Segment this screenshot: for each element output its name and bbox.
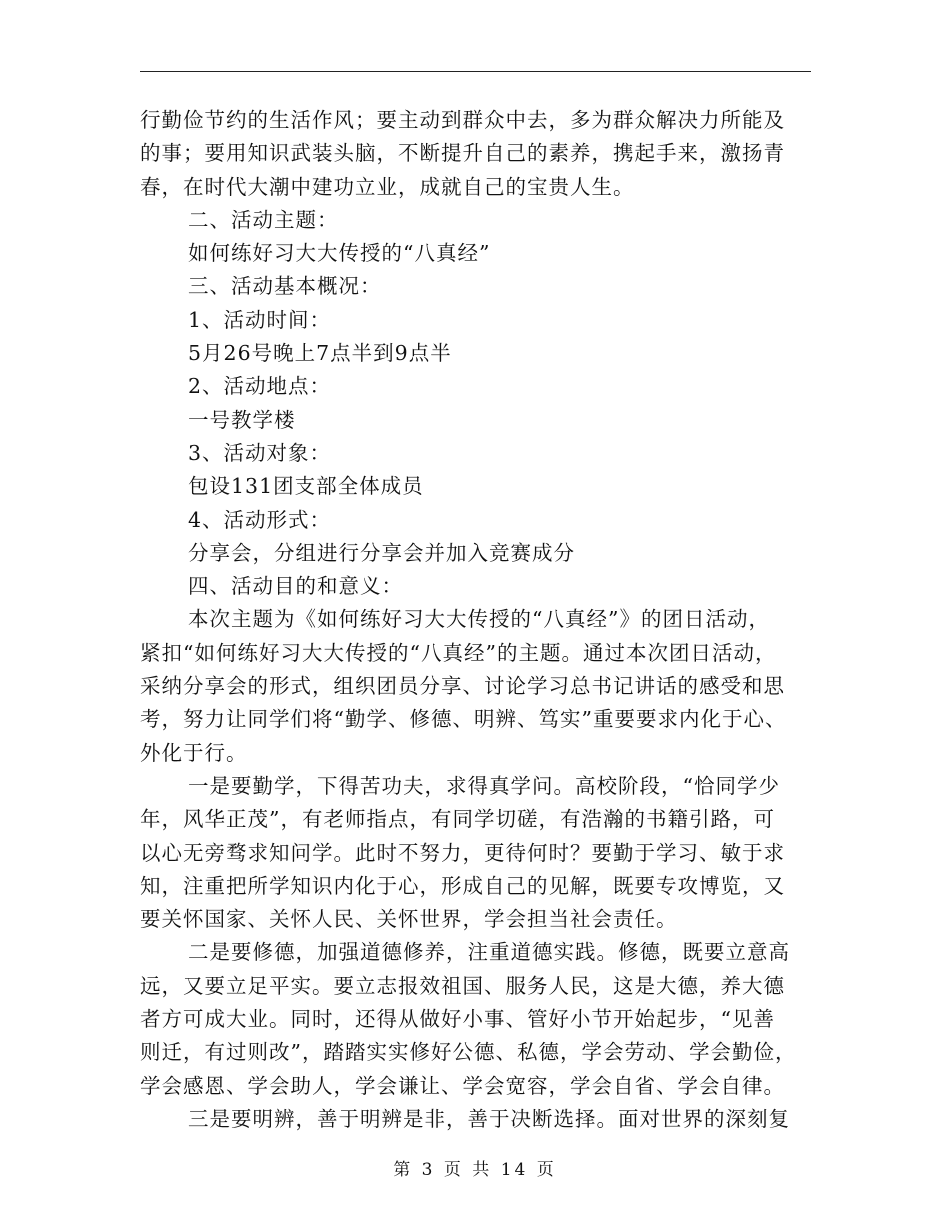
text-line: 则迁，有过则改”，踏踏实实修好公德、私德，学会劳动、学会勤俭， [140, 1040, 797, 1065]
text-line: 远，又要立足平实。要立志报效祖国、服务人民，这是大德，养大德 [140, 973, 785, 998]
text-line: 本次主题为《如何练好习大大传授的“八真经”》的团日活动， [188, 607, 770, 632]
text-line: 考，努力让同学们将“勤学、修德、明辨、笃实”重要要求内化于心、 [140, 707, 787, 732]
text-line: 3、活动对象： [188, 440, 332, 465]
text-line: 采纳分享会的形式，组织团员分享、讨论学习总书记讲话的感受和思 [140, 674, 785, 699]
text-line: 包设131团支部全体成员 [188, 474, 424, 499]
text-line: 知，注重把所学知识内化于心，形成自己的见解，既要专攻博览，又 [140, 873, 785, 898]
text-line: 的事；要用知识武装头脑，不断提升自己的素养，携起手来，激扬青 [140, 141, 785, 166]
text-line: 四、活动目的和意义： [188, 574, 403, 599]
text-line: 一号教学楼 [188, 407, 296, 432]
text-line: 二是要修德，加强道德修养，注重道德实践。修德，既要立意高 [188, 940, 790, 965]
text-line: 如何练好习大大传授的“八真经” [188, 241, 491, 266]
text-line: 以心无旁骛求知问学。此时不努力，更待何时？要勤于学习、敏于求 [140, 840, 785, 865]
text-line: 者方可成大业。同时，还得从做好小事、管好小节开始起步，“见善 [140, 1007, 775, 1032]
text-line: 4、活动形式： [188, 507, 332, 532]
text-line: 分享会，分组进行分享会并加入竞赛成分 [188, 540, 575, 565]
text-line: 年，风华正茂”，有老师指点，有同学切磋，有浩瀚的书籍引路，可 [140, 807, 775, 832]
text-line: 紧扣“如何练好习大大传授的“八真经”的主题。通过本次团日活动， [140, 640, 777, 665]
document-body [140, 104, 820, 1136]
text-line: 学会感恩、学会助人，学会谦让、学会宽容，学会自省、学会自律。 [140, 1073, 785, 1098]
text-line: 一是要勤学，下得苦功夫，求得真学问。高校阶段，“恰同学少 [188, 773, 780, 798]
text-line: 外化于行。 [140, 740, 248, 765]
text-line: 5月26号晚上7点半到9点半 [188, 341, 452, 366]
text-line: 1、活动时间： [188, 307, 332, 332]
text-line: 2、活动地点： [188, 374, 332, 399]
page-footer: 第 3 页 共 14 页 [393, 1160, 557, 1180]
text-line: 三是要明辨，善于明辨是非，善于决断选择。面对世界的深刻复 [188, 1106, 790, 1131]
text-line: 二、活动主题： [188, 207, 339, 232]
text-line: 要关怀国家、关怀人民、关怀世界，学会担当社会责任。 [140, 907, 678, 932]
header-rule [140, 71, 811, 72]
text-line: 春，在时代大潮中建功立业，成就自己的宝贵人生。 [140, 174, 635, 199]
text-line: 行勤俭节约的生活作风；要主动到群众中去，多为群众解决力所能及 [140, 108, 785, 132]
text-line: 三、活动基本概况： [188, 274, 382, 299]
